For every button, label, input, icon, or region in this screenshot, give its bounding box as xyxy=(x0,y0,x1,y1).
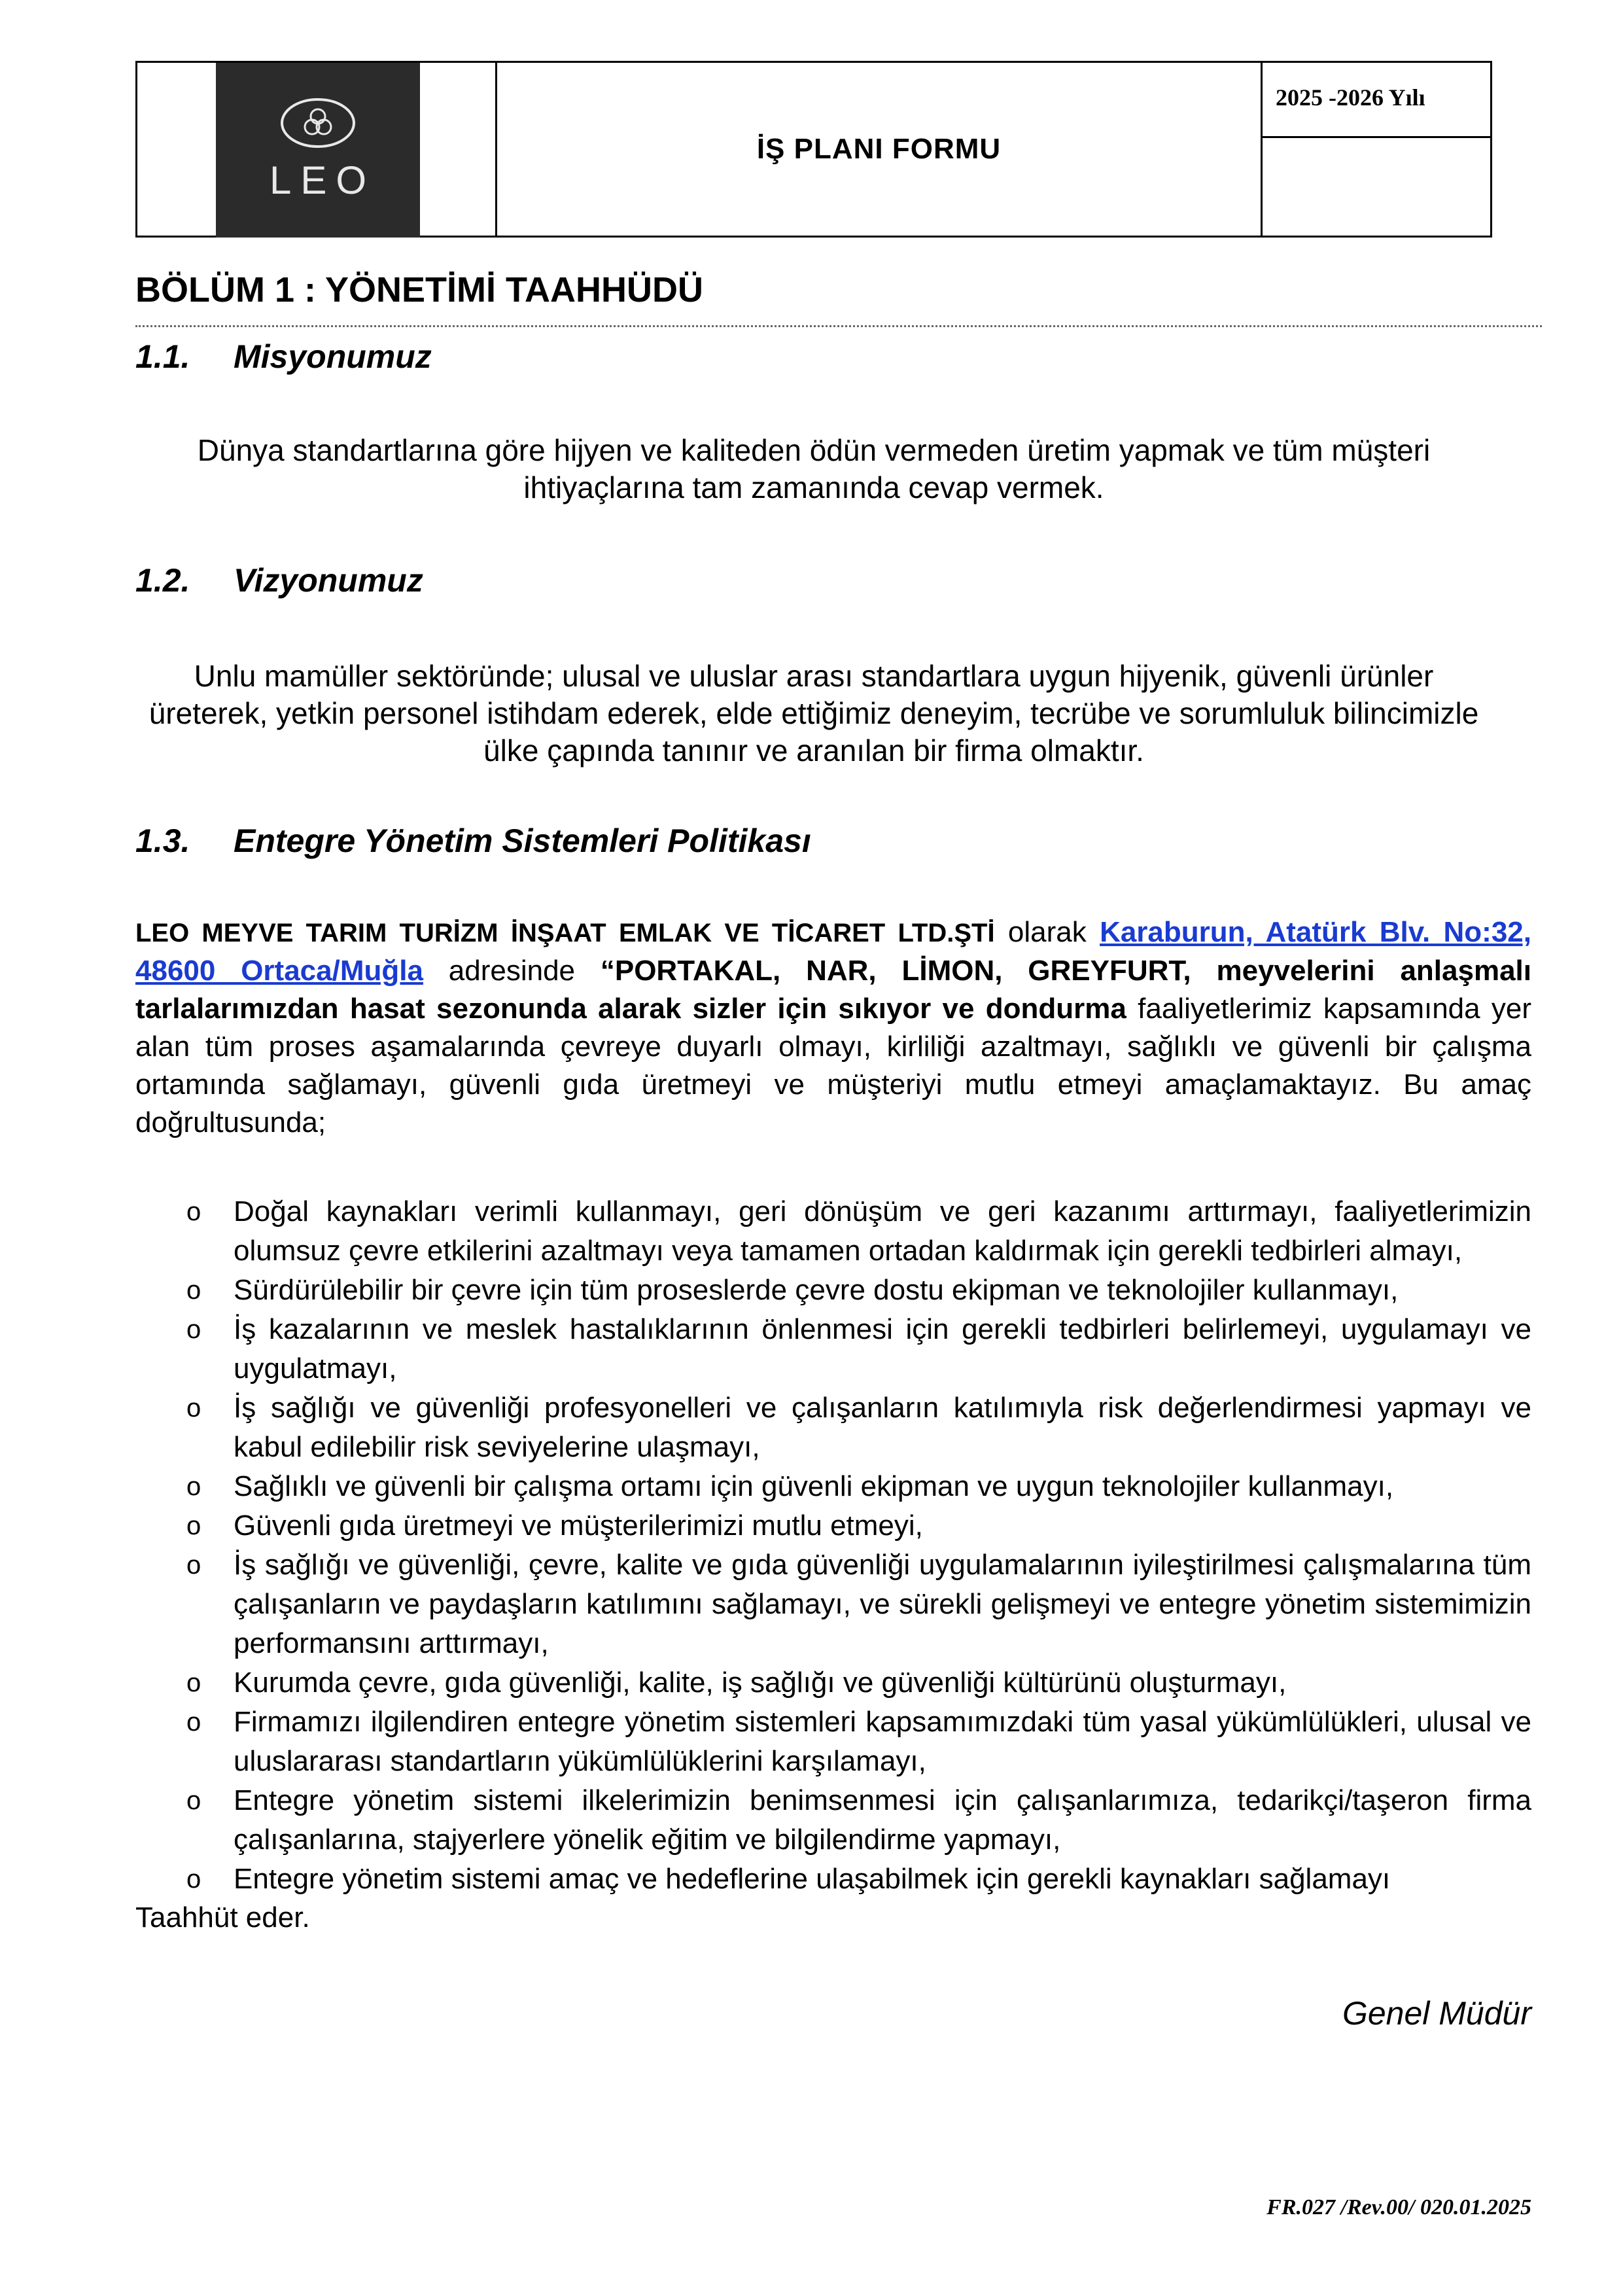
list-item xyxy=(135,1703,1531,1781)
closing-text: Taahhüt eder. xyxy=(135,1901,310,1934)
vision-text: Unlu mamüller sektöründe; ulusal ve uluslar arası standartlara uygun hijyenik, güvenli ürünler üreterek, yetkin personel istihdam ederek, elde ettiğimiz deneyim, tecrübe ve sorumluluk bilincimizle ülke çapında tanınır ve aranılan bir firma olmaktır. xyxy=(148,659,1479,768)
list-item xyxy=(135,1310,1531,1388)
policy-title: Entegre Yönetim Sistemleri Politikası xyxy=(234,822,811,859)
bullet-circle-icon: o xyxy=(186,1511,201,1540)
year-cell xyxy=(1263,63,1490,236)
list-item-text: Sürdürülebilir bir çevre için tüm proseslerde çevre dostu ekipman ve teknolojiler kullanmayı, xyxy=(234,1274,1399,1306)
commitment-list xyxy=(135,1192,1531,1899)
list-item-text: İş kazalarının ve meslek hastalıklarının önlenmesi için gerekli tedbirleri belirlemeyi, uygulamayı ve uygulatmayı, xyxy=(234,1313,1531,1385)
document-code: FR.027 /Rev.00/ 020.01.2025 xyxy=(1266,2195,1531,2219)
list-item xyxy=(135,1506,1531,1545)
list-item-text: İş sağlığı ve güvenliği profesyonelleri ve çalışanların katılımıyla risk değerlendirmesi yapmayı ve kabul edilebilir risk seviyelerine ulaşmayı, xyxy=(234,1392,1531,1463)
list-item-text: Sağlıklı ve güvenli bir çalışma ortamı için güvenli ekipman ve uygun teknolojiler kullanmayı, xyxy=(234,1470,1394,1502)
bullet-circle-icon: o xyxy=(186,1865,201,1894)
list-item xyxy=(135,1545,1531,1663)
policy-paragraph xyxy=(135,913,1531,1142)
list-item-text: Kurumda çevre, gıda güvenliği, kalite, iş sağlığı ve güvenliği kültürünü oluşturmayı, xyxy=(234,1667,1287,1699)
list-item-text: İş sağlığı ve güvenliği, çevre, kalite ve gıda güvenliği uygulamalarının iyileştirilmesi çalışmalarına tüm çalışanların ve paydaşların katılımını sağlamayı, ve sürekli gelişmeyi ve entegre yönetim sistemimizin performansını arttırmayı, xyxy=(234,1549,1531,1659)
vision-title: Vizyonumuz xyxy=(234,562,423,599)
list-item xyxy=(135,1781,1531,1860)
list-item xyxy=(135,1860,1531,1899)
logo-text: LEO xyxy=(269,158,376,202)
list-item xyxy=(135,1271,1531,1310)
section-title: BÖLÜM 1 : YÖNETİMİ TAAHHÜDÜ xyxy=(135,270,703,309)
address-link[interactable]: Karaburun, Atatürk Blv. No:32, 48600 Ortaca/Muğla xyxy=(135,916,1531,987)
logo-cell xyxy=(137,63,497,236)
form-title: İŞ PLANI FORMU xyxy=(756,133,1002,165)
list-item-text: Entegre yönetim sistemi ilkelerimizin benimsenmesi için çalışanlarımıza, tedarikçi/taşeron firma çalışanlarına, stajyerlere yönelik eğitim ve bilgilendirme yapmayı, xyxy=(234,1784,1531,1856)
year-label: 2025 -2026 Yılı xyxy=(1263,63,1490,138)
list-item-text: Güvenli gıda üretmeyi ve müşterilerimizi mutlu etmeyi, xyxy=(234,1510,923,1542)
bullet-circle-icon: o xyxy=(186,1786,201,1815)
list-item-text: Entegre yönetim sistemi amaç ve hedeflerine ulaşabilmek için gerekli kaynakları sağlamayı xyxy=(234,1863,1391,1895)
list-item xyxy=(135,1192,1531,1271)
bullet-circle-icon: o xyxy=(186,1197,201,1226)
vision-number: 1.2. xyxy=(135,562,190,599)
list-item xyxy=(135,1467,1531,1506)
policy-adresinde: adresinde xyxy=(423,955,601,987)
mission-title: Misyonumuz xyxy=(234,338,432,375)
bullet-circle-icon: o xyxy=(186,1394,201,1422)
mission-text: Dünya standartlarına göre hijyen ve kaliteden ödün vermeden üretim yapmak ve tüm müşteri ihtiyaçlarına tam zamanında cevap vermek. xyxy=(197,433,1431,504)
list-item-text: Firmamızı ilgilendiren entegre yönetim sistemleri kapsamımızdaki tüm yasal yükümlülükleri, ulusal ve uluslararası standartların yükümlülüklerini karşılamayı, xyxy=(234,1706,1531,1777)
mission-number: 1.1. xyxy=(135,338,190,375)
mission-heading xyxy=(135,338,432,376)
bullet-circle-icon: o xyxy=(186,1708,201,1737)
list-item xyxy=(135,1388,1531,1467)
company-name: LEO MEYVE TARIM TURİZM İNŞAAT EMLAK VE TİCARET LTD.ŞTİ xyxy=(135,919,995,947)
policy-heading xyxy=(135,822,811,860)
vision-heading xyxy=(135,561,423,599)
policy-olarak: olarak xyxy=(994,916,1100,948)
list-item-text: Doğal kaynakları verimli kullanmayı, geri dönüşüm ve geri kazanımı arttırmayı, faaliyetlerimizin olumsuz çevre etkilerini azaltmayı veya tamamen ortadan kaldırmak için gerekli tedbirleri almayı, xyxy=(234,1195,1531,1267)
policy-rest: faaliyetlerimiz kapsamında yer alan tüm proses aşamalarında çevreye duyarlı olmayı, kirliliği azaltmayı, sağlıklı ve güvenli bir çalışma ortamında sağlamayı, güvenli gıda üretmeyi ve müşteriyi mutlu etmeyi amaçlamaktayız. Bu amaç doğrultusunda; xyxy=(135,993,1531,1139)
bullet-circle-icon: o xyxy=(186,1472,201,1501)
list-item xyxy=(135,1663,1531,1703)
form-title-cell xyxy=(497,63,1263,236)
bullet-circle-icon: o xyxy=(186,1315,201,1344)
bullet-circle-icon: o xyxy=(186,1276,201,1305)
header-table xyxy=(135,61,1492,238)
section-divider xyxy=(135,325,1542,327)
logo-emblem-icon xyxy=(279,97,357,149)
signer-title: Genel Müdür xyxy=(1342,1995,1531,2032)
policy-activity: “PORTAKAL, NAR, LİMON, GREYFURT, meyvelerini anlaşmalı tarlalarımızdan hasat sezonunda alarak sizler için sıkıyor ve dondurma xyxy=(135,955,1531,1025)
bullet-circle-icon: o xyxy=(186,1669,201,1697)
company-logo xyxy=(216,63,420,238)
bullet-circle-icon: o xyxy=(186,1551,201,1580)
policy-number: 1.3. xyxy=(135,822,190,859)
